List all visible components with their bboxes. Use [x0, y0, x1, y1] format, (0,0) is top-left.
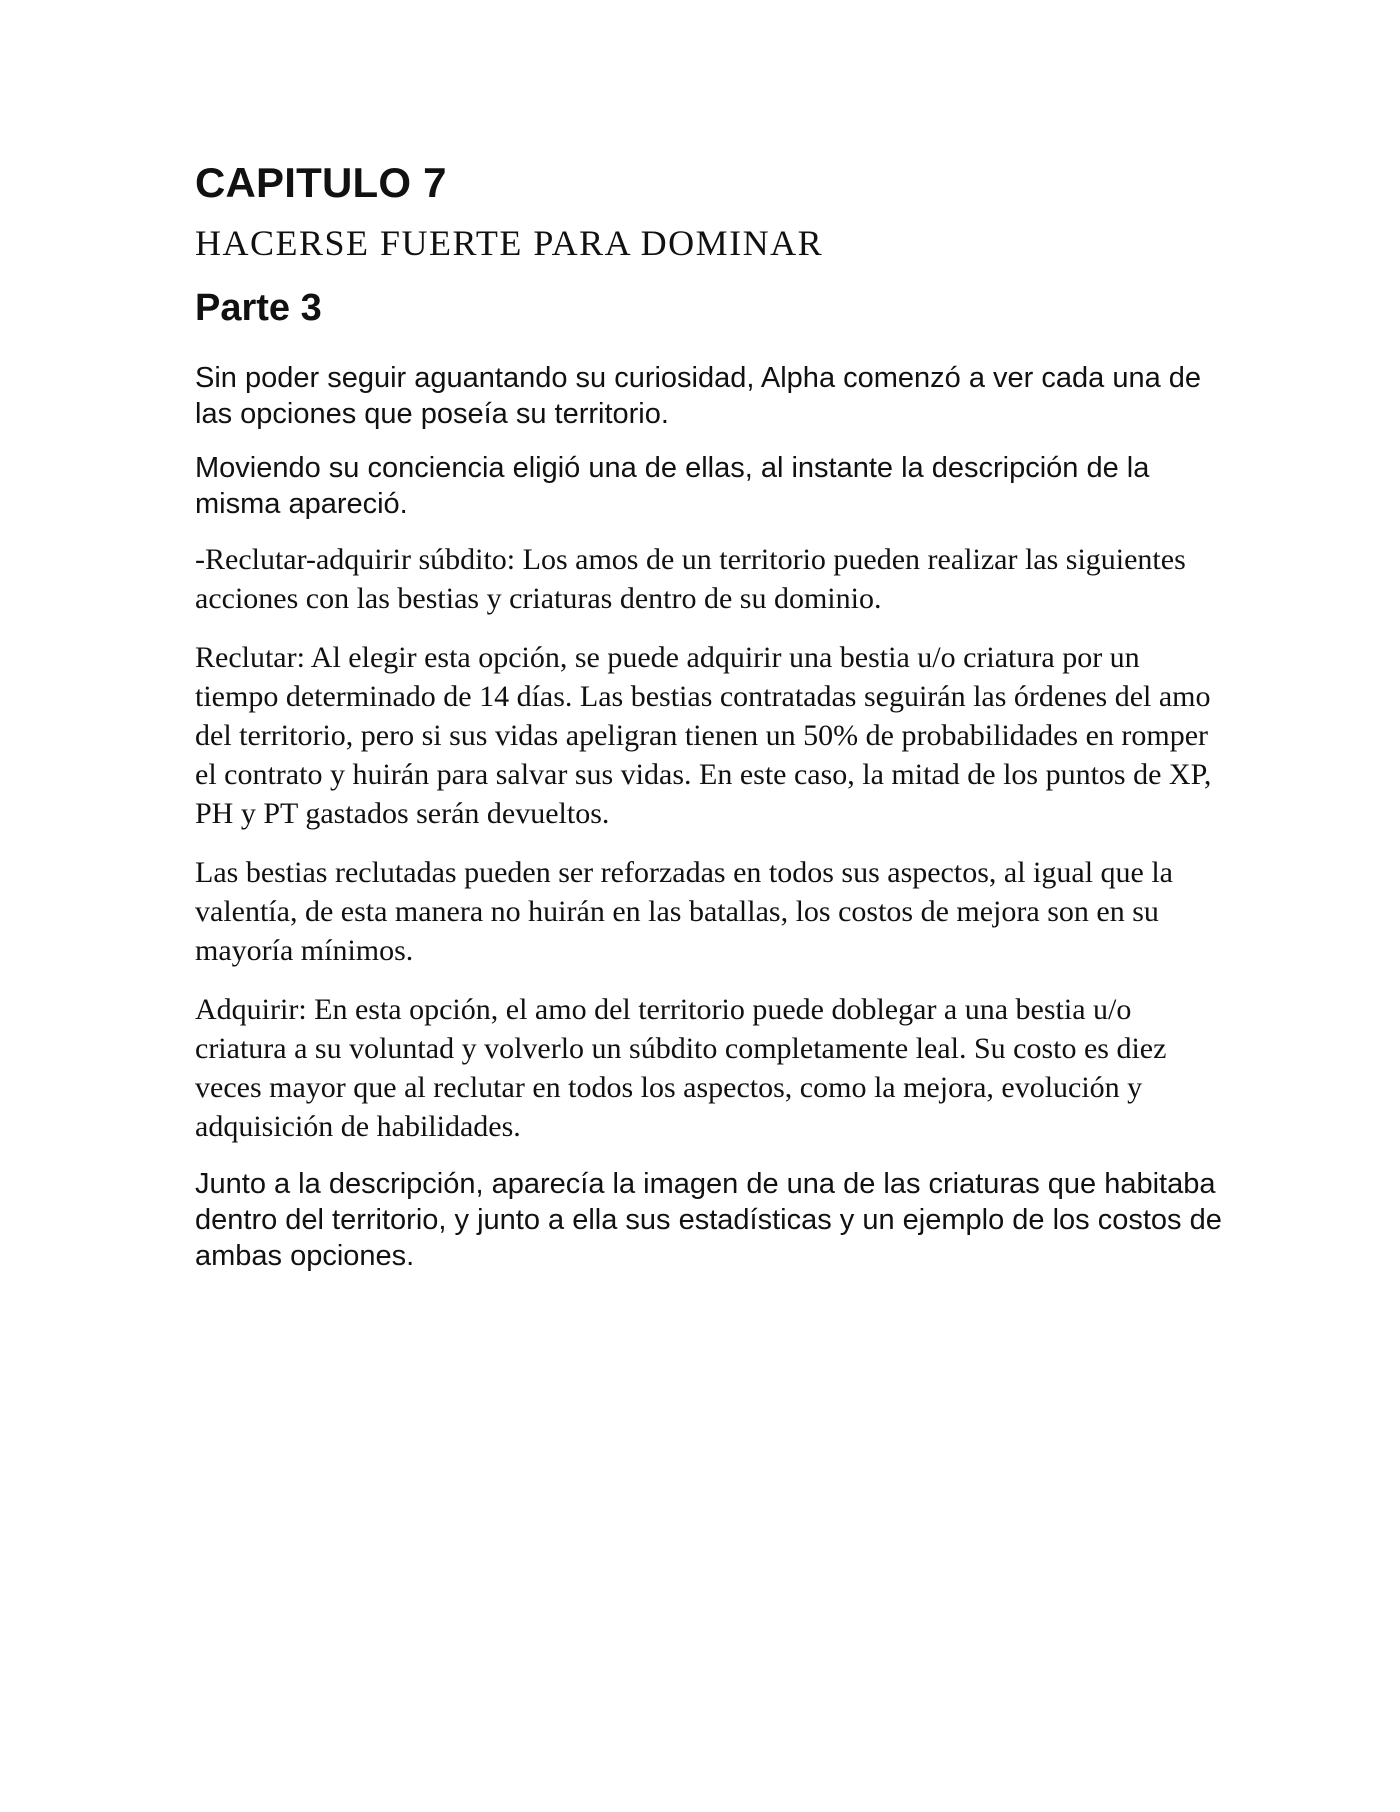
document-page [195, 150, 1225, 1292]
paragraph: Reclutar: Al elegir esta opción, se puede adquirir una bestia u/o criatura por un tiempo determinado de 14 días. Las bestias contratadas seguirán las órdenes del amo del territorio, pero si sus vidas apeligran tienen un 50% de probabilidades en romper el contrato y huirán para salvar sus vidas. En este caso, la mitad de los puntos de XP, PH y PT gastados serán devueltos. [195, 640, 1212, 830]
paragraph: -Reclutar-adquirir súbdito: Los amos de un territorio pueden realizar las siguientes acciones con las bestias y criaturas dentro de su dominio. [195, 542, 1186, 615]
chapter-subtitle: HACERSE FUERTE PARA DOMINAR [195, 223, 824, 264]
paragraph: Adquirir: En esta opción, el amo del territorio puede doblegar a una bestia u/o criatura a su voluntad y volverlo un súbdito completamente leal. Su costo es diez veces mayor que al reclutar en todos los aspectos, como la mejora, evolución y adquisición de habilidades. [195, 992, 1167, 1143]
paragraph: Sin poder seguir aguantando su curiosidad, Alpha comenzó a ver cada una de las opciones que poseía su territorio. [195, 361, 1202, 430]
paragraph: Moviendo su conciencia eligió una de ellas, al instante la descripción de la misma apareció. [195, 451, 1150, 520]
chapter-heading: CAPITULO 7 [195, 159, 447, 206]
part-heading: Parte 3 [195, 286, 322, 329]
paragraph: Junto a la descripción, aparecía la imagen de una de las criaturas que habitaba dentro del territorio, y junto a ella sus estadísticas y un ejemplo de los costos de ambas opciones. [195, 1167, 1222, 1272]
paragraph: Las bestias reclutadas pueden ser reforzadas en todos sus aspectos, al igual que la valentía, de esta manera no huirán en las batallas, los costos de mejora son en su mayoría mínimos. [195, 855, 1173, 967]
